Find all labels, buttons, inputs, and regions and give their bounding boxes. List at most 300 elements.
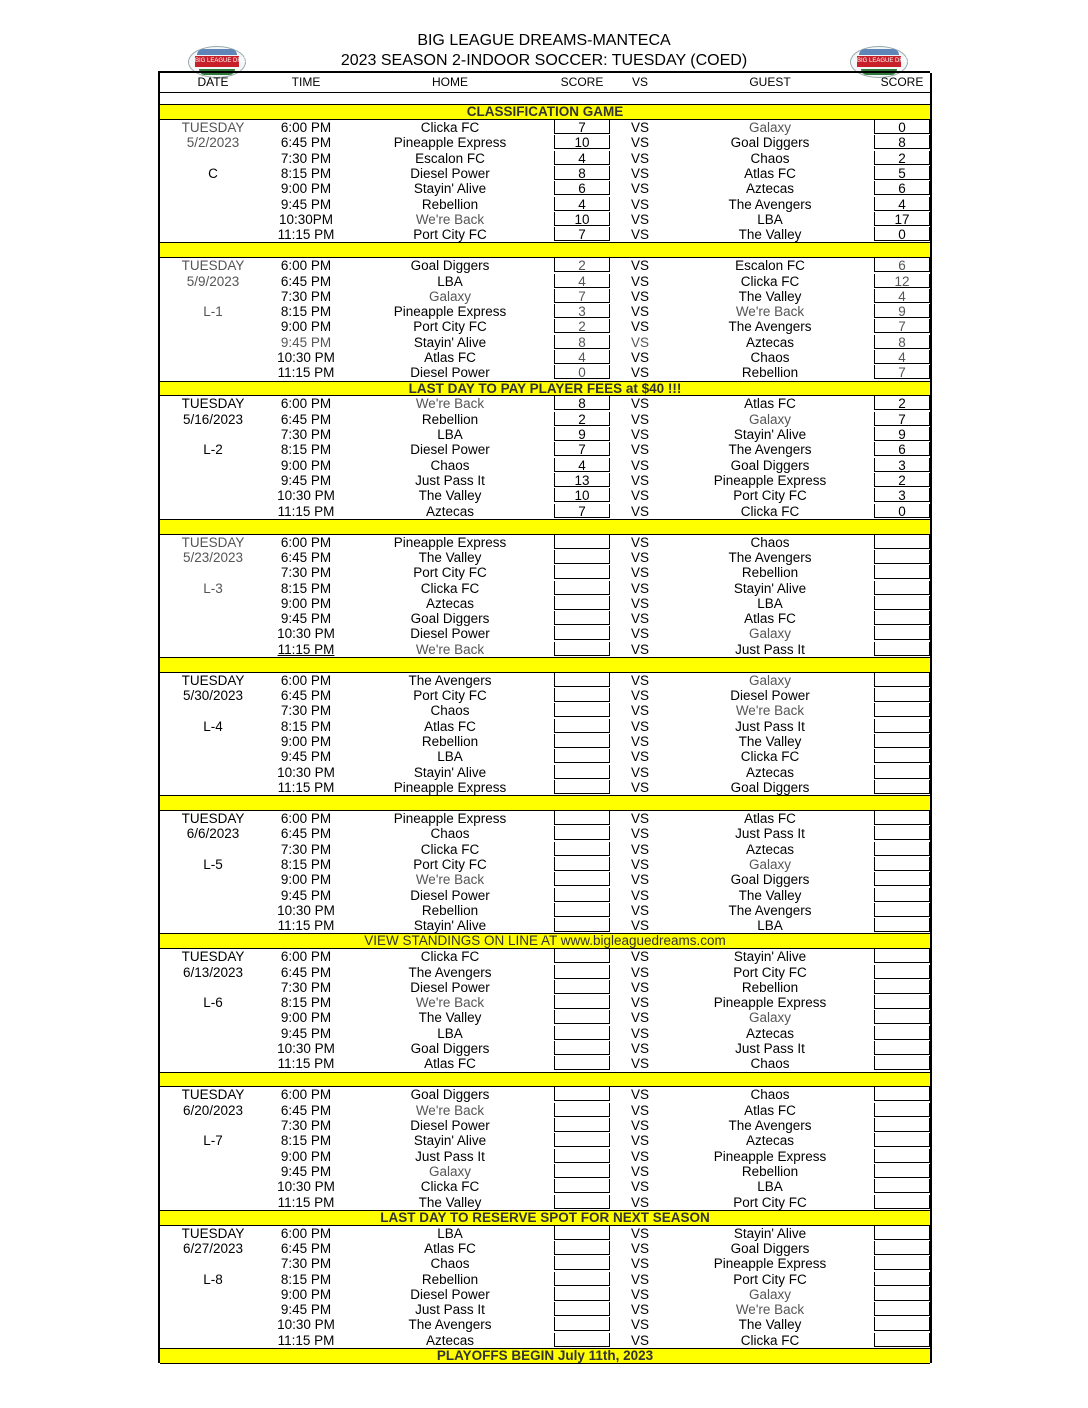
table-row [160, 1179, 930, 1194]
home-score [554, 842, 610, 856]
home-team: Goal Diggers [410, 1041, 490, 1056]
home-score: 2 [554, 319, 610, 333]
vs-label: VS [630, 856, 649, 872]
week-label: L-5 [203, 856, 223, 872]
guest-score [874, 703, 930, 717]
guest-score [874, 1133, 930, 1147]
week-day: TUESDAY [181, 258, 245, 274]
notice-banner: VIEW STANDINGS ON LINE AT www.bigleaguedreams.com [160, 933, 930, 949]
guest-score: 8 [874, 335, 930, 349]
game-time: 10:30 PM [277, 488, 335, 504]
guest-team: Atlas FC [744, 1102, 796, 1118]
home-team: LBA [437, 273, 463, 289]
game-time: 10:30 PM [277, 764, 335, 780]
guest-score [874, 1179, 930, 1193]
vs-label: VS [630, 120, 649, 135]
guest-score [874, 811, 930, 825]
guest-score: 2 [874, 473, 930, 487]
home-score [554, 611, 610, 625]
game-time: 6:00 PM [280, 258, 332, 274]
vs-label: VS [630, 1194, 649, 1210]
week-day: TUESDAY [181, 1087, 245, 1103]
table-row [160, 458, 930, 473]
vs-label: VS [630, 365, 649, 381]
home-score [554, 581, 610, 595]
game-time: 11:15 PM [277, 1332, 335, 1348]
guest-team: Port City FC [733, 1271, 807, 1287]
home-score [554, 811, 610, 825]
table-row [160, 197, 930, 212]
game-time: 9:45 PM [280, 1025, 332, 1041]
week-separator [160, 795, 930, 811]
guest-score [874, 611, 930, 625]
table-row [160, 703, 930, 718]
home-team: Atlas FC [424, 718, 476, 734]
game-time: 8:15 PM [280, 442, 332, 458]
home-team: The Avengers [408, 964, 492, 980]
vs-label: VS [630, 1302, 649, 1318]
home-score: 7 [554, 227, 610, 241]
home-score: 7 [554, 289, 610, 303]
table-row [160, 274, 930, 289]
game-time: 9:00 PM [280, 457, 332, 473]
week-day: TUESDAY [181, 811, 245, 826]
home-team: Rebellion [421, 196, 479, 212]
guest-team: Aztecas [745, 334, 795, 350]
table-row [160, 151, 930, 166]
col-score-home: SCORE [560, 75, 604, 89]
home-score: 10 [554, 135, 610, 149]
game-time: 9:45 PM [280, 196, 332, 212]
week-label: L-6 [203, 995, 223, 1011]
vs-label: VS [630, 734, 649, 749]
vs-label: VS [630, 1118, 649, 1133]
week-separator [160, 242, 930, 258]
home-team: Pineapple Express [393, 135, 507, 151]
game-time: 7:30 PM [280, 1118, 332, 1133]
home-score [554, 1149, 610, 1163]
table-row [160, 888, 930, 903]
vs-label: VS [630, 872, 649, 888]
guest-team: Diesel Power [730, 688, 810, 704]
guest-team: Stayin' Alive [733, 427, 807, 442]
home-score [554, 749, 610, 763]
table-row [160, 289, 930, 304]
guest-score: 4 [874, 289, 930, 303]
week-separator [160, 1072, 930, 1088]
guest-team: Atlas FC [744, 396, 796, 412]
guest-team: LBA [757, 1179, 783, 1195]
game-time: 6:45 PM [280, 688, 332, 704]
home-score: 0 [554, 365, 610, 379]
guest-team: Galaxy [748, 1286, 792, 1302]
table-row [160, 673, 930, 688]
home-score [554, 1118, 610, 1132]
week-label: L-7 [203, 1133, 223, 1149]
guest-score: 5 [874, 166, 930, 180]
home-score: 3 [554, 304, 610, 318]
notice-banner: LAST DAY TO RESERVE SPOT FOR NEXT SEASON [160, 1210, 930, 1226]
guest-score: 6 [874, 181, 930, 195]
guest-score [874, 1056, 930, 1070]
guest-score [874, 1118, 930, 1132]
table-row [160, 181, 930, 196]
guest-score [874, 1226, 930, 1240]
vs-label: VS [630, 549, 649, 565]
game-time: 6:00 PM [280, 534, 332, 550]
vs-label: VS [630, 841, 649, 857]
table-row [160, 1087, 930, 1102]
table-row [160, 504, 930, 519]
vs-label: VS [630, 1163, 649, 1179]
home-score [554, 857, 610, 871]
table-row [160, 1103, 930, 1118]
guest-score [874, 1164, 930, 1178]
guest-team: Atlas FC [744, 611, 796, 627]
home-score [554, 535, 610, 549]
home-team: The Valley [418, 1010, 482, 1026]
home-score [554, 826, 610, 840]
home-score [554, 995, 610, 1009]
game-time: 6:00 PM [280, 1225, 332, 1241]
guest-team: Aztecas [745, 181, 795, 197]
guest-team: The Avengers [728, 196, 812, 212]
guest-score [874, 965, 930, 979]
game-time: 10:30 PM [277, 350, 335, 365]
home-team: Port City FC [413, 565, 487, 581]
guest-team: The Avengers [728, 442, 812, 458]
week-label: L-2 [203, 442, 223, 458]
vs-label: VS [630, 565, 649, 581]
game-time: 6:45 PM [280, 1102, 332, 1118]
vs-label: VS [630, 472, 649, 488]
game-time: 10:30 PM [277, 902, 335, 918]
guest-score [874, 872, 930, 886]
guest-score: 7 [874, 319, 930, 333]
guest-score: 12 [874, 274, 930, 288]
guest-team: Just Pass It [735, 826, 805, 842]
home-team: Stayin' Alive [413, 181, 487, 197]
home-team: Just Pass It [415, 1148, 485, 1164]
table-row [160, 1118, 930, 1133]
home-team: Goal Diggers [410, 611, 490, 627]
home-team: Stayin' Alive [413, 334, 487, 350]
table-row [160, 611, 930, 626]
guest-team: Chaos [750, 534, 790, 550]
game-time: 7:30 PM [280, 565, 332, 581]
guest-score [874, 565, 930, 579]
home-score [554, 780, 610, 794]
game-time: 9:00 PM [280, 872, 332, 888]
home-score: 8 [554, 396, 610, 410]
game-time: 10:30 PM [277, 1317, 335, 1333]
game-time: 8:15 PM [280, 580, 332, 596]
guest-score [874, 995, 930, 1009]
guest-score [874, 1149, 930, 1163]
week-label: L-3 [203, 580, 223, 596]
vs-label: VS [630, 1256, 649, 1272]
table-row [160, 535, 930, 550]
home-score: 4 [554, 350, 610, 364]
home-team: Diesel Power [410, 1118, 490, 1133]
guest-team: Goal Diggers [730, 779, 810, 795]
schedule-table [158, 73, 932, 1363]
home-score: 7 [554, 442, 610, 456]
home-team: Clicka FC [420, 580, 480, 596]
vs-label: VS [630, 1240, 649, 1256]
home-score [554, 1087, 610, 1101]
vs-label: VS [630, 1148, 649, 1164]
table-row [160, 166, 930, 181]
home-team: The Valley [418, 488, 482, 504]
vs-label: VS [630, 688, 649, 704]
guest-team: Galaxy [748, 1010, 792, 1026]
guest-score: 7 [874, 365, 930, 379]
table-row [160, 1041, 930, 1056]
guest-score [874, 949, 930, 963]
game-time: 7:30 PM [280, 288, 332, 304]
vs-label: VS [630, 1102, 649, 1118]
guest-team: Rebellion [741, 565, 799, 581]
guest-score [874, 673, 930, 687]
game-time: 6:45 PM [280, 135, 332, 151]
table-row [160, 1241, 930, 1256]
logo-right: BIG LEAGUE DREAMS [850, 46, 908, 78]
game-time: 8:15 PM [280, 718, 332, 734]
guest-score [874, 734, 930, 748]
home-team: We're Back [415, 995, 485, 1011]
guest-score [874, 596, 930, 610]
game-time: 9:45 PM [280, 1163, 332, 1179]
home-team: Goal Diggers [410, 258, 490, 274]
vs-label: VS [630, 319, 649, 335]
guest-team: The Valley [738, 288, 802, 304]
guest-team: We're Back [735, 1302, 805, 1318]
game-time: 8:15 PM [280, 995, 332, 1011]
table-row [160, 1302, 930, 1317]
guest-score: 8 [874, 135, 930, 149]
guest-score: 3 [874, 488, 930, 502]
home-team: The Avengers [408, 1317, 492, 1333]
table-row [160, 581, 930, 596]
guest-score [874, 719, 930, 733]
guest-score [874, 626, 930, 640]
guest-score: 9 [874, 304, 930, 318]
home-team: Diesel Power [410, 442, 490, 458]
guest-team: Goal Diggers [730, 1240, 810, 1256]
home-score [554, 1317, 610, 1331]
home-score [554, 626, 610, 640]
guest-team: Goal Diggers [730, 872, 810, 888]
vs-label: VS [630, 165, 649, 181]
guest-score [874, 1010, 930, 1024]
guest-team: Port City FC [733, 488, 807, 504]
col-guest: GUEST [749, 75, 791, 89]
guest-score [874, 1103, 930, 1117]
guest-score [874, 1272, 930, 1286]
home-score [554, 1056, 610, 1070]
guest-score [874, 980, 930, 994]
vs-label: VS [630, 718, 649, 734]
guest-team: Galaxy [748, 672, 792, 688]
game-time: 9:00 PM [280, 181, 332, 197]
game-time: 7:30 PM [280, 427, 332, 442]
table-row [160, 780, 930, 795]
guest-team: Stayin' Alive [733, 580, 807, 596]
guest-score: 3 [874, 458, 930, 472]
game-time: 11:15 PM [277, 779, 335, 795]
game-time: 11:15 PM [277, 227, 335, 243]
home-team: We're Back [415, 872, 485, 888]
guest-score [874, 1026, 930, 1040]
vs-label: VS [630, 1025, 649, 1041]
home-team: Pineapple Express [393, 779, 507, 795]
home-team: Diesel Power [410, 1286, 490, 1302]
game-time: 10:30PM [278, 211, 334, 227]
home-score: 4 [554, 458, 610, 472]
home-score: 4 [554, 274, 610, 288]
guest-team: Clicka FC [740, 503, 800, 519]
home-team: Chaos [430, 826, 470, 842]
table-row [160, 903, 930, 918]
home-team: Port City FC [413, 688, 487, 704]
guest-score: 2 [874, 151, 930, 165]
home-score [554, 1272, 610, 1286]
logo-left: BIG LEAGUE DREAMS [188, 46, 246, 78]
home-score [554, 1026, 610, 1040]
col-home: HOME [432, 75, 468, 89]
week-day: TUESDAY [181, 120, 245, 135]
notice-banner: LAST DAY TO PAY PLAYER FEES at $40 !!! [160, 381, 930, 397]
vs-label: VS [630, 457, 649, 473]
table-row [160, 1133, 930, 1148]
guest-team: The Avengers [728, 1118, 812, 1133]
vs-label: VS [630, 411, 649, 427]
home-team: Port City FC [413, 856, 487, 872]
table-row [160, 872, 930, 887]
week-day: TUESDAY [181, 534, 245, 550]
home-score [554, 1103, 610, 1117]
game-time: 8:15 PM [280, 165, 332, 181]
home-team: Diesel Power [410, 887, 490, 903]
vs-label: VS [630, 918, 649, 934]
week-label: C [208, 165, 218, 181]
guest-team: Rebellion [741, 979, 799, 995]
guest-score: 4 [874, 197, 930, 211]
home-score: 4 [554, 197, 610, 211]
home-score: 8 [554, 335, 610, 349]
page-title: BIG LEAGUE DREAMS-MANTECA [417, 32, 671, 49]
table-row [160, 304, 930, 319]
game-time: 6:45 PM [280, 964, 332, 980]
table-row [160, 980, 930, 995]
home-team: Escalon FC [415, 150, 485, 166]
table-row [160, 488, 930, 503]
home-score [554, 1010, 610, 1024]
guest-team: Just Pass It [735, 1041, 805, 1056]
table-row [160, 626, 930, 641]
table-row [160, 227, 930, 242]
home-team: Chaos [430, 1256, 470, 1272]
home-score: 2 [554, 412, 610, 426]
table-row [160, 212, 930, 227]
table-row [160, 688, 930, 703]
home-team: The Avengers [408, 672, 492, 688]
table-row [160, 258, 930, 273]
week-date: 5/30/2023 [182, 688, 244, 704]
guest-team: Pineapple Express [713, 995, 827, 1011]
week-day: TUESDAY [181, 396, 245, 412]
game-time: 6:00 PM [280, 672, 332, 688]
home-team: The Valley [418, 549, 482, 565]
table-row [160, 826, 930, 841]
home-team: Goal Diggers [410, 1087, 490, 1103]
column-header-row [160, 73, 930, 93]
home-score [554, 903, 610, 917]
game-time: 9:45 PM [280, 1302, 332, 1318]
notice-banner: PLAYOFFS BEGIN July 11th, 2023 [160, 1348, 930, 1364]
guest-score: 0 [874, 504, 930, 518]
game-time: 6:00 PM [280, 1087, 332, 1103]
table-row [160, 811, 930, 826]
vs-label: VS [630, 764, 649, 780]
guest-team: Port City FC [733, 1194, 807, 1210]
table-row [160, 995, 930, 1010]
game-time: 9:00 PM [280, 595, 332, 611]
week-date: 6/20/2023 [182, 1102, 244, 1118]
guest-team: The Avengers [728, 549, 812, 565]
table-row [160, 1317, 930, 1332]
guest-team: Pineapple Express [713, 472, 827, 488]
table-row [160, 749, 930, 764]
home-team: We're Back [415, 1102, 485, 1118]
guest-team: Goal Diggers [730, 457, 810, 473]
guest-score [874, 1241, 930, 1255]
vs-label: VS [630, 334, 649, 350]
week-label: L-4 [203, 718, 223, 734]
guest-score [874, 1333, 930, 1347]
game-time: 10:30 PM [277, 626, 335, 642]
guest-score [874, 888, 930, 902]
vs-label: VS [630, 304, 649, 320]
guest-score [874, 1287, 930, 1301]
game-time: 9:45 PM [280, 472, 332, 488]
home-score [554, 765, 610, 779]
guest-score [874, 857, 930, 871]
vs-label: VS [630, 626, 649, 642]
table-row [160, 120, 930, 135]
vs-label: VS [630, 1271, 649, 1287]
home-team: Aztecas [425, 595, 475, 611]
guest-score [874, 1317, 930, 1331]
week-date: 5/9/2023 [186, 273, 240, 289]
game-time: 11:15 PM [277, 641, 335, 657]
vs-label: VS [630, 580, 649, 596]
home-score: 7 [554, 120, 610, 134]
vs-label: VS [630, 258, 649, 274]
home-team: Stayin' Alive [413, 918, 487, 934]
home-team: Diesel Power [410, 165, 490, 181]
game-time: 9:00 PM [280, 1010, 332, 1026]
game-time: 9:45 PM [280, 749, 332, 765]
home-team: Aztecas [425, 503, 475, 519]
game-time: 6:00 PM [280, 949, 332, 965]
guest-team: Aztecas [745, 1025, 795, 1041]
game-time: 10:30 PM [277, 1179, 335, 1195]
week-date: 5/16/2023 [182, 411, 244, 427]
guest-score [874, 765, 930, 779]
table-row [160, 918, 930, 933]
